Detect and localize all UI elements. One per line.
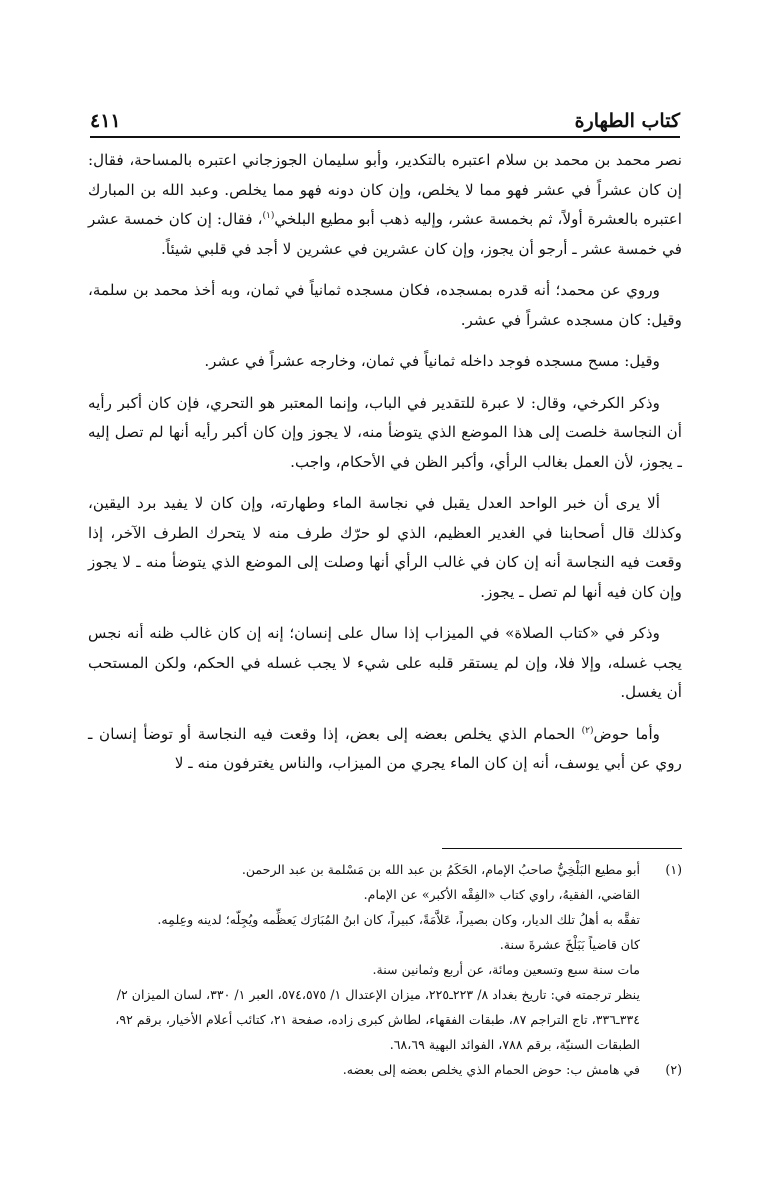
paragraph-7-end: الحمام الذي يخلص بعضه إلى بعض، إذا وقعت فيه النجاسة أو توضأ إنسان ـ روي عن أبي يوسف، أنه إن كان الماء يجري من الميزاب، والناس يغترفون منه ـ لا (88, 724, 682, 772)
paragraph-6: وذكر في «كتاب الصلاة» في الميزاب إذا سال على إنسان؛ إنه إن كان غالب ظنه أنه نجس يجب غسله، وإلا فلا، وإن لم يستقر قلبه على شيء لا يجب غسله في الحكم، ولكن المستحب أن يغسل. (88, 624, 682, 701)
footnote-1-line: أبو مطيع البَلْخِيُّ صاحبُ الإمام، الحَكَمُ بن عبد الله بن مَسْلمة بن عبد الرحمن. (241, 862, 640, 877)
footnote-ref-1[interactable]: (١) (262, 210, 275, 221)
paragraph-1-text: نصر محمد بن محمد بن سلام اعتبره بالتكدير، وأبو سليمان الجوزجاني اعتبره بالمساحة، فقال: إن كان عشراً في عشر فهو مما لا يخلص، وإن كان دونه فهو مما يخلص. وعبد الله بن المبارك اعتبره بالعشرة أولاً، ثم بخمسة عشر، وإليه ذهب أبو مطيع البلخي (88, 151, 682, 228)
footnote-2 (88, 1057, 682, 1082)
paragraph-2: وروي عن محمد؛ أنه قدره بمسجده، فكان مسجده ثمانياً في ثمان، وبه أخذ محمد بن سلمة، وقيل: كان مسجده عشراً في عشر. (88, 281, 682, 329)
footnote-1 (88, 857, 682, 1057)
paragraph-1 (88, 146, 682, 264)
paragraph-7-text: وأما حوض (593, 724, 660, 743)
footnote-1-body (88, 857, 640, 1057)
footnote-1-sources: ينظر ترجمته في: تاريخ بغداد ٨/ ٢٢٣ـ٢٢٥، ميزان الإعتدال ١/ ٥٧٤،٥٧٥، العبر ١/ ٣٣٠، لسان الميزان ٢/ ٣٣٤ـ٣٣٦، تاج التراجم ٨٧، طبقات الفقهاء، لطاش كبرى زاده، صفحة ٢١، كتائب أعلام الأخيار، برقم ٩٢، الطبقات السنيّة، برقم ٧٨٨، الفوائد البهية ٦٨،٦٩. (115, 987, 640, 1052)
footnote-1-line: كان قاضياً بَبَلْخَ عشرةَ سنة. (499, 937, 640, 952)
footnote-ref-2[interactable]: (٢) (581, 725, 594, 736)
footnote-2-number: (٢) (665, 1062, 682, 1077)
footnote-1-line: القاضي، الفقيهُ، راوي كتاب «الفِقْه الأكبر» عن الإمام. (363, 887, 640, 902)
footnote-1-line: مات سنة سبع وتسعين ومائة، عن أربع وثمانين سنة. (372, 962, 640, 977)
paragraph-1-end: ، فقال: إن كان خمسة عشر في خمسة عشر ـ أرجو أن يجوز، وإن كان عشرين في عشرين لا أجد في قلبي شيئاً. (88, 210, 682, 258)
paragraph-5: ألا يرى أن خبر الواحد العدل يقبل في نجاسة الماء وطهارته، وإن كان لا يفيد برد اليقين، وكذلك قال أصحابنا في الغدير العظيم، الذي لو حرّك طرف منه لا يتحرك الطرف الآخر، إذا وقعت فيه النجاسة أنه إن كان في غالب الرأي أنها وصلت إلى الموضع الذي يتوضأ منه ـ لا يجوز وإن كان فيه أنها لم تصل ـ يجوز. (88, 494, 682, 601)
footnote-1-number: (١) (665, 862, 682, 877)
page-header (90, 98, 680, 138)
chapter-title: كتاب الطهارة (574, 110, 680, 132)
footnote-1-line: تفقَّه به أهلُ تلك الديار، وكان بصيراً، عَلاَّمَةً، كبيراً، كان ابنُ المُبَارَك يَعظِّمه ويُجِلّه؛ لدينه وعِلمِه. (157, 912, 640, 927)
paragraph-4: وذكر الكرخي، وقال: لا عبرة للتقدير في الباب، وإنما المعتبر هو التحري، فإن كان أكبر رأيه أن النجاسة خلصت إلى هذا الموضع الذي يتوضأ منه، لا يجوز وإن كان أكبر رأيه أنها لم تصل إليه ـ يجوز، لأن العمل بغالب الرأي، وأكبر الظن في الأحكام، واجب. (88, 393, 682, 471)
footnote-2-body: في هامش ب: حوض الحمام الذي يخلص بعضه إلى بعضه. (342, 1062, 640, 1077)
page-number: ٤١١ (90, 110, 121, 132)
main-text (88, 146, 682, 791)
paragraph-3: وقيل: مسح مسجده فوجد داخله ثمانياً في ثمان، وخارجه عشراً في عشر. (204, 352, 660, 370)
paragraph-7 (88, 720, 682, 779)
footnote-divider (442, 848, 682, 849)
footnotes (88, 848, 682, 1082)
